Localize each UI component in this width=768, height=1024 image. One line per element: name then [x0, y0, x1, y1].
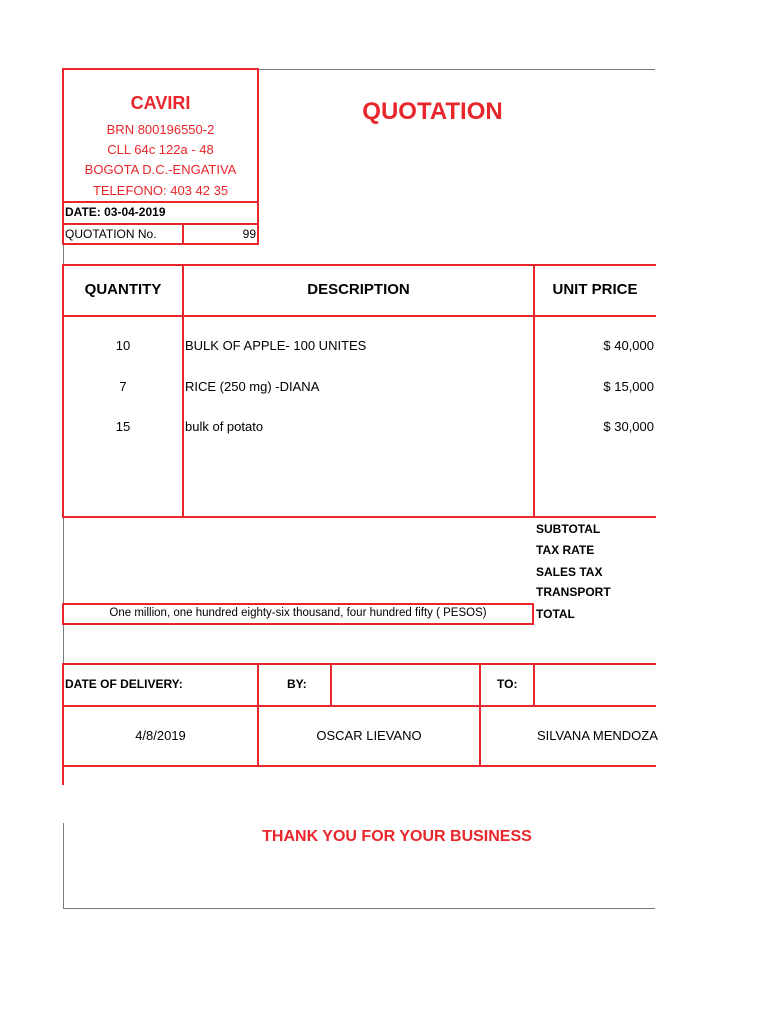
- table-top-border: [62, 264, 656, 266]
- company-address-line1: CLL 64c 122a - 48: [107, 142, 214, 157]
- delivery-date-label: DATE OF DELIVERY:: [65, 677, 183, 691]
- quotation-number-value: 99: [242, 227, 256, 241]
- delivery-to-label: TO:: [497, 677, 518, 691]
- document-title: QUOTATION: [362, 98, 503, 125]
- transport-label: TRANSPORT: [536, 585, 611, 599]
- table-bottom-border: [62, 516, 656, 518]
- company-name: CAVIRI: [130, 93, 191, 113]
- table-header-bottom-border: [62, 315, 656, 317]
- table-row-3-quantity: 15: [115, 419, 131, 434]
- column-header-quantity: QUANTITY: [84, 281, 162, 298]
- subtotal-label: SUBTOTAL: [536, 522, 601, 536]
- delivery-divider-3: [479, 663, 481, 767]
- company-phone: TELEFONO: 403 42 35: [92, 183, 229, 198]
- delivery-bottom-border: [62, 765, 656, 767]
- table-row-3-unit-price: $ 30,000: [603, 419, 654, 434]
- sales-tax-label: SALES TAX: [536, 565, 603, 579]
- company-brn: BRN 800196550-2: [106, 122, 215, 137]
- table-row-2-description: RICE (250 mg) -DIANA: [185, 379, 320, 394]
- left-rule-lower: [63, 625, 64, 665]
- footer-left-border: [63, 823, 64, 909]
- tax-rate-label: TAX RATE: [536, 543, 595, 557]
- table-row-2-unit-price: $ 15,000: [603, 379, 654, 394]
- header-top-rule: [259, 69, 655, 70]
- total-label: TOTAL: [536, 607, 575, 621]
- delivery-divider-1: [257, 663, 259, 767]
- company-address-line2: BOGOTA D.C.-ENGATIVA: [84, 162, 237, 177]
- column-header-description: DESCRIPTION: [307, 281, 410, 298]
- delivery-left-border: [62, 663, 64, 785]
- left-rule-summary: [63, 518, 64, 604]
- delivery-by-label: BY:: [287, 677, 307, 691]
- table-row-1-quantity: 10: [115, 338, 131, 353]
- delivery-divider-4: [533, 663, 535, 707]
- amount-in-words: One million, one hundred eighty-six thousand, four hundred fifty ( PESOS): [109, 607, 487, 619]
- delivery-to-value: SILVANA MENDOZA: [537, 728, 658, 743]
- quotation-number-divider: [182, 223, 184, 245]
- delivery-middle-border: [62, 705, 656, 707]
- delivery-by-value: OSCAR LIEVANO: [316, 728, 422, 743]
- delivery-date-value: 4/8/2019: [135, 728, 186, 743]
- table-row-1-description: BULK OF APPLE- 100 UNITES: [185, 338, 367, 353]
- column-header-unit-price: UNIT PRICE: [552, 281, 638, 298]
- table-row-2-quantity: 7: [119, 379, 127, 394]
- table-row-1-unit-price: $ 40,000: [603, 338, 654, 353]
- table-divider-qty: [182, 264, 184, 518]
- left-rule-upper: [63, 245, 64, 265]
- table-row-3-description: bulk of potato: [185, 419, 264, 434]
- delivery-top-border: [62, 663, 656, 665]
- footer-bottom-border: [63, 908, 655, 909]
- quotation-date: DATE: 03-04-2019: [65, 205, 166, 219]
- delivery-divider-2: [330, 663, 332, 707]
- thank-you-message: THANK YOU FOR YOUR BUSINESS: [262, 828, 532, 845]
- quotation-number-label: QUOTATION No.: [65, 227, 157, 241]
